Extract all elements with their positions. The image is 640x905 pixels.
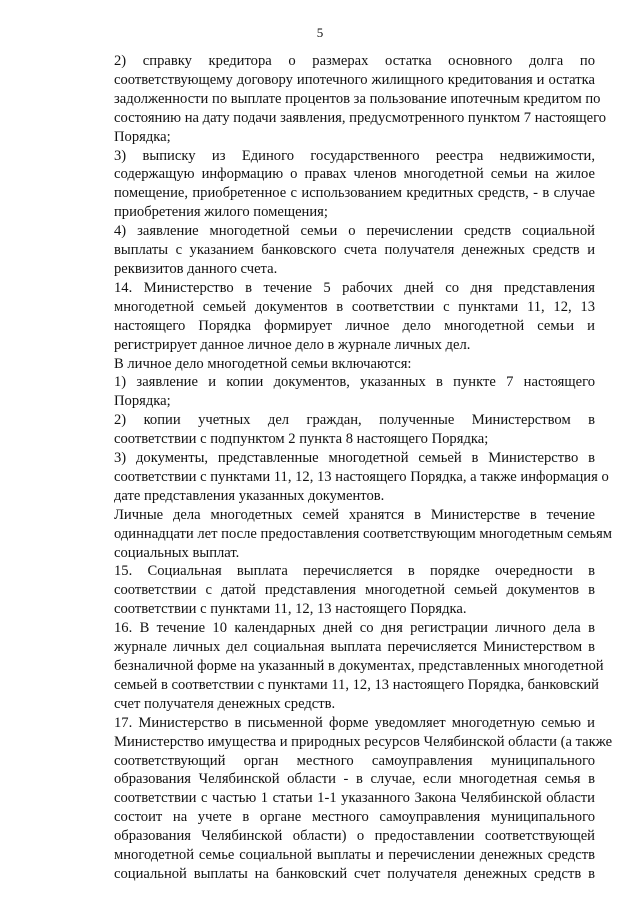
- text-line: настоящего Порядка формирует личное дело многодетной семьи и: [114, 317, 595, 334]
- text-line: помещение, приобретенное с использованием кредитных средств, - в случае: [114, 185, 595, 202]
- text-line: 4) заявление многодетной семьи о перечислении средств социальной: [114, 223, 595, 240]
- paragraph: [76, 147, 595, 223]
- text-line: выплаты с указанием банковского счета получателя денежных средств и: [114, 242, 595, 259]
- text-line: соответствующий орган местного самоуправления муниципального: [114, 752, 595, 769]
- text-line: 2) копии учетных дел граждан, полученные Министерством в: [114, 412, 595, 429]
- text-line: состоянию на дату подачи заявления, предусмотренного пунктом 7 настоящего: [114, 109, 607, 126]
- text-line: состоит на учете в органе местного самоуправления муниципального: [114, 809, 595, 826]
- text-line: многодетной семьей документов в соответствии с пунктами 11, 12, 13: [114, 298, 595, 315]
- text-line: соответствии с подпунктом 2 пункта 8 настоящего Порядка;: [114, 431, 489, 448]
- text-line: безналичной форме на указанный в документах, представленных многодетной: [114, 658, 604, 674]
- paragraph: [76, 506, 613, 563]
- text-line: дате представления указанных документов.: [114, 487, 385, 504]
- text-line: одиннадцати лет после предоставления соответствующим многодетным семьям: [114, 525, 613, 542]
- text-line: многодетной семье социальной выплаты и перечислении денежных средств: [114, 847, 595, 864]
- text-line: соответствии с пунктами 11, 12, 13 настоящего Порядка.: [114, 601, 467, 618]
- text-line: Порядка;: [114, 393, 171, 410]
- text-line: образования Челябинской области) о предоставлении соответствующей: [114, 828, 595, 845]
- text-line: 16. В течение 10 календарных дней со дня регистрации личного дела в: [114, 620, 595, 637]
- text-line: журнале личных дел социальная выплата перечисляется Министерством в: [114, 639, 595, 656]
- paragraph: [76, 449, 609, 506]
- paragraph: [76, 714, 613, 884]
- text-line: социальных выплат.: [114, 544, 240, 561]
- text-line: приобретения жилого помещения;: [114, 204, 328, 221]
- text-line: 15. Социальная выплата перечисляется в порядке очередности в: [114, 563, 595, 580]
- paragraph: [76, 222, 595, 279]
- paragraph: [76, 279, 595, 355]
- text-line: 3) документы, представленные многодетной семьей в Министерство в: [114, 450, 595, 467]
- text-line: соответствии с пунктами 11, 12, 13 настоящего Порядка, а также информация о: [114, 468, 609, 485]
- text-line: регистрирует данное личное дело в журнале личных дел.: [114, 336, 471, 353]
- text-line: содержащую информацию о правах членов многодетной семьи на жилое: [114, 166, 595, 183]
- text-line: 1) заявление и копии документов, указанных в пункте 7 настоящего: [114, 374, 595, 391]
- text-line: Порядка;: [114, 128, 171, 145]
- text-line: 17. Министерство в письменной форме уведомляет многодетную семью и: [114, 714, 595, 731]
- text-line: Министерство имущества и природных ресурсов Челябинской области (а также: [114, 733, 613, 750]
- text-line: Личные дела многодетных семей хранятся в Министерстве в течение: [114, 506, 595, 523]
- text-line: семьей в соответствии с пунктами 11, 12, 13 настоящего Порядка, банковский: [114, 676, 599, 693]
- text-line: соответствии с датой представления многодетной семьей документов в: [114, 582, 595, 599]
- text-line: задолженности по выплате процентов за пользование ипотечным кредитом по: [114, 90, 601, 107]
- paragraph: [76, 619, 604, 714]
- paragraph: [76, 355, 595, 374]
- document-body: [76, 52, 613, 884]
- text-line: реквизитов данного счета.: [114, 260, 278, 277]
- page-number: 5: [316, 25, 324, 40]
- text-line: счет получателя денежных средств.: [114, 695, 336, 712]
- text-line: 14. Министерство в течение 5 рабочих дней со дня представления: [114, 279, 595, 296]
- text-line: социальной выплаты на банковский счет получателя денежных средств в: [114, 865, 595, 882]
- paragraph: [76, 562, 595, 619]
- paragraph: [76, 52, 607, 147]
- text-line: 3) выписку из Единого государственного реестра недвижимости,: [114, 147, 595, 164]
- text-line: соответствии с частью 1 статьи 1-1 указанного Закона Челябинской области: [114, 790, 595, 807]
- text-line: В личное дело многодетной семьи включаются:: [114, 355, 412, 372]
- paragraph: [76, 411, 595, 449]
- text-line: образования Челябинской области - в случае, если многодетная семья в: [114, 771, 595, 788]
- text-line: соответствующему договору ипотечного жилищного кредитования и остатка: [114, 71, 595, 88]
- paragraph: [76, 373, 595, 411]
- text-line: 2) справку кредитора о размерах остатка основного долга по: [114, 53, 595, 69]
